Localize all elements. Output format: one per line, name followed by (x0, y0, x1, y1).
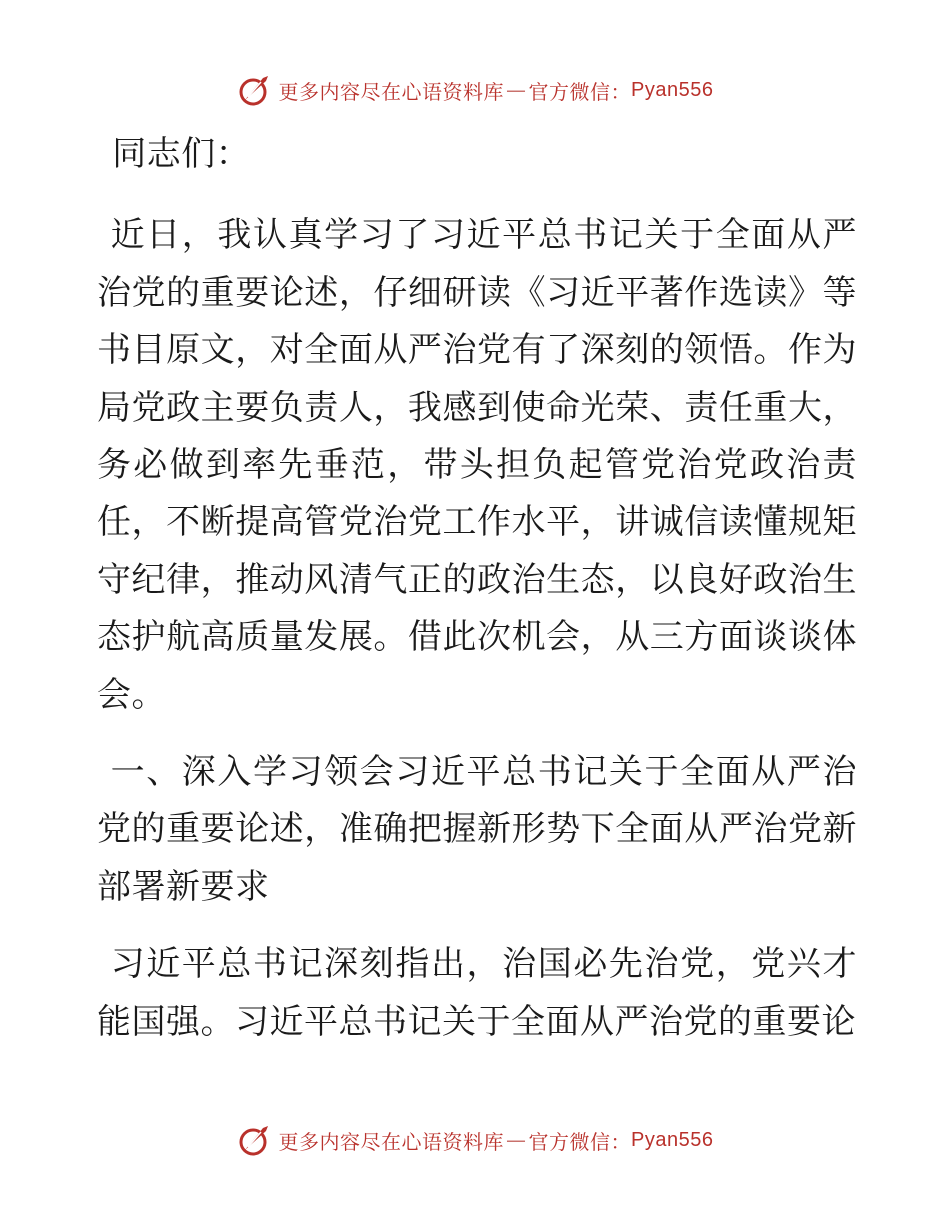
header-account: Pyan556 (631, 78, 714, 101)
feather-pen-circle-icon (237, 1122, 273, 1158)
footer-suffix: 官方微信： (528, 1129, 632, 1154)
section-heading-1: 一、深入学习领会习近平总书记关于全面从严治党的重要论述，准确把握新形势下全面从严治党新部署新要求 (97, 752, 857, 907)
paragraph-section-1: 习近平总书记深刻指出，治国必先治党，党兴才能国强。习近平总书记关于全面从严治党的重要论 (97, 944, 857, 1042)
footer-prefix: 更多内容尽在心语资料库 (278, 1129, 505, 1154)
header-dash: — (506, 78, 527, 102)
document-body (97, 126, 857, 1051)
footer-banner (0, 1120, 950, 1160)
header-suffix: 官方微信： (528, 79, 632, 104)
header-prefix: 更多内容尽在心语资料库 (278, 79, 505, 104)
footer-dash: — (506, 1128, 527, 1152)
header-banner (0, 70, 950, 110)
feather-pen-circle-icon (237, 72, 273, 108)
paragraph-intro: 近日，我认真学习了习近平总书记关于全面从严治党的重要论述，仔细研读《习近平著作选读》等书目原文，对全面从严治党有了深刻的领悟。作为局党政主要负责人，我感到使命光荣、责任重大，务必做到率先垂范，带头担负起管党治党政治责任，不断提高管党治党工作水平，讲诚信读懂规矩守纪律，推动风清气正的政治生态，以良好政治生态护航高质量发展。借此次机会，从三方面谈谈体会。 (97, 215, 857, 715)
footer-account: Pyan556 (631, 1128, 714, 1151)
greeting: 同志们： (112, 134, 251, 174)
